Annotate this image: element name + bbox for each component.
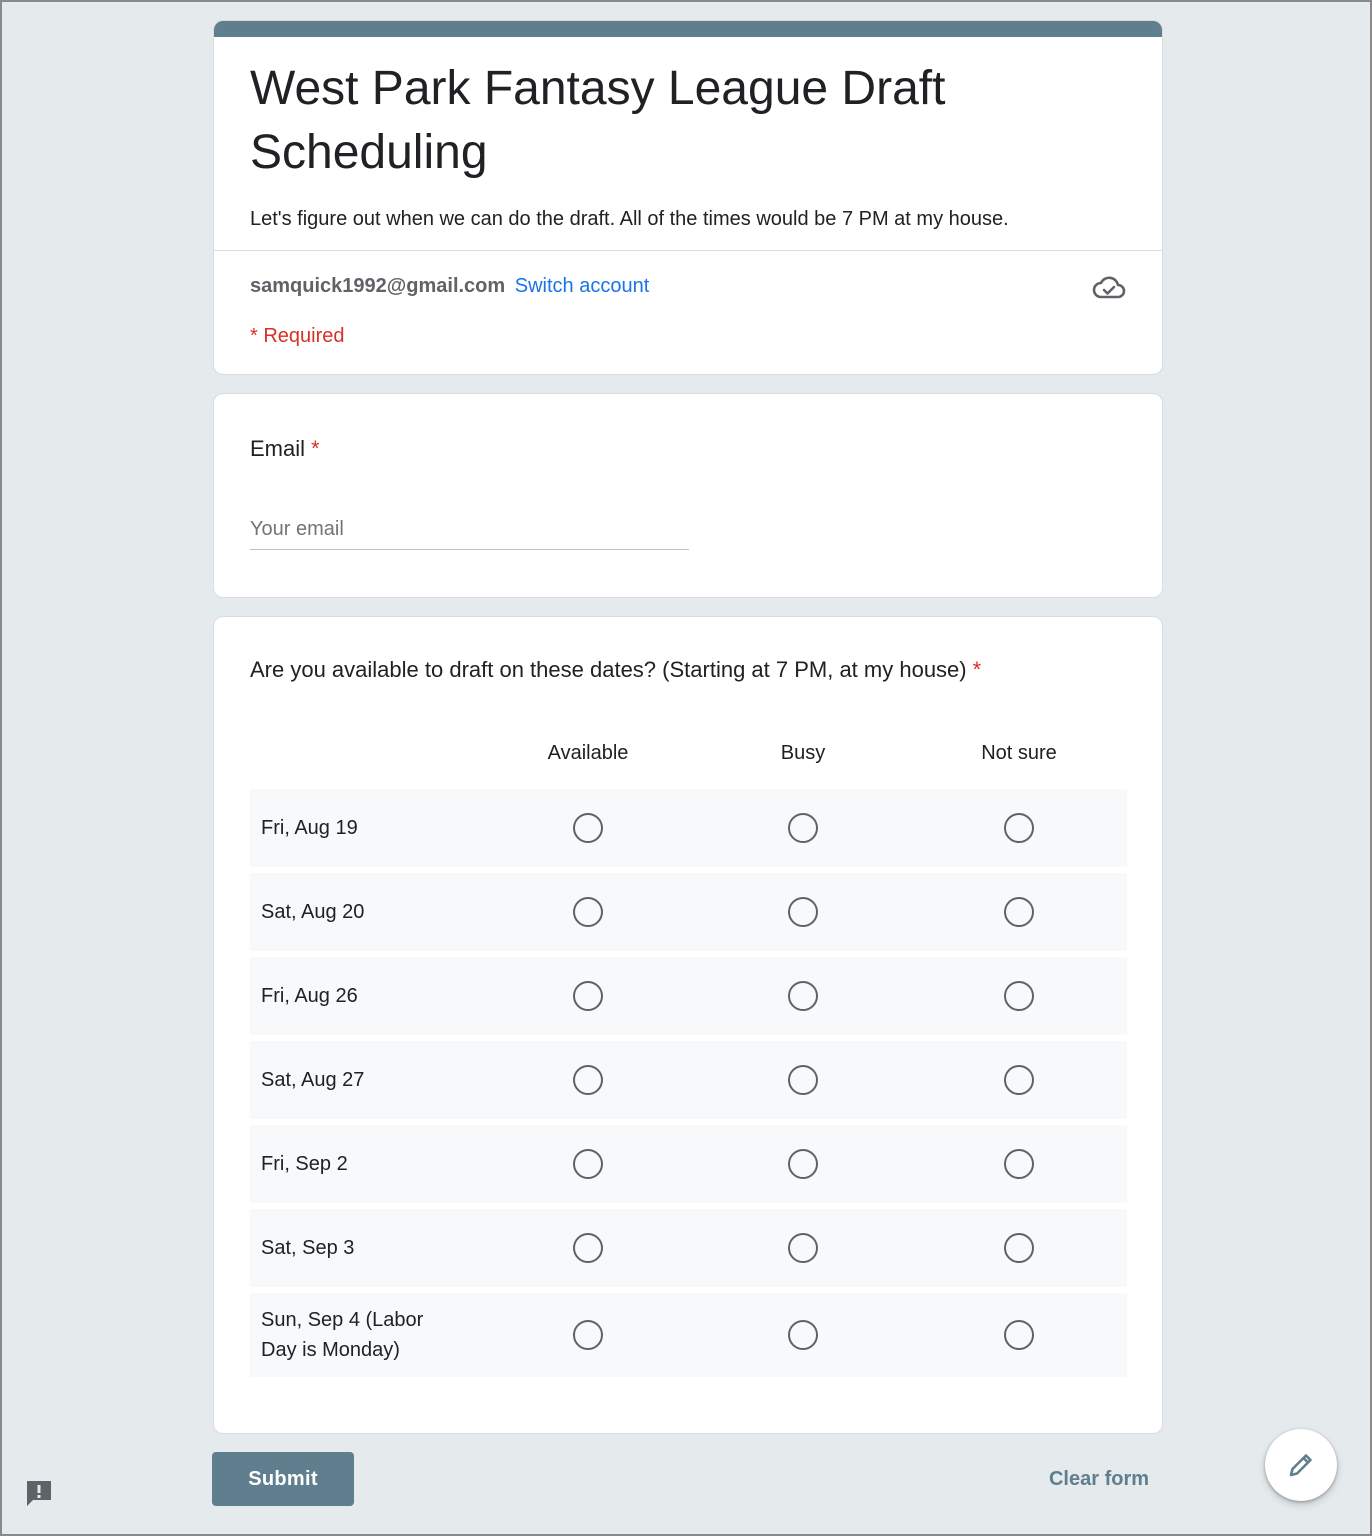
report-feedback-icon[interactable] (23, 1477, 55, 1509)
edit-form-button[interactable] (1265, 1429, 1337, 1501)
required-note: * Required (250, 325, 345, 347)
radio-not-sure[interactable] (1004, 897, 1034, 927)
radio-not-sure[interactable] (1004, 813, 1034, 843)
radio-busy[interactable] (788, 897, 818, 927)
email-question-title (250, 434, 320, 464)
form-title: West Park Fantasy League Draft Scheduling (250, 62, 946, 179)
account-row (250, 272, 649, 300)
switch-account-link[interactable]: Switch account (514, 275, 650, 297)
grid-row (250, 957, 1127, 1035)
radio-available[interactable] (573, 1233, 603, 1263)
column-header-available: Available (547, 742, 629, 764)
grid-row (250, 873, 1127, 951)
radio-available[interactable] (573, 1065, 603, 1095)
radio-busy[interactable] (788, 1149, 818, 1179)
account-email: samquick1992@gmail.com (250, 275, 506, 297)
radio-busy[interactable] (788, 1233, 818, 1263)
email-question-card (213, 393, 1163, 598)
column-header-busy: Busy (780, 742, 826, 764)
required-star: * (972, 657, 982, 682)
clear-form-button[interactable]: Clear form (1034, 1462, 1164, 1496)
row-label: Sat, Aug 27 (261, 1069, 365, 1091)
availability-question-card (213, 616, 1163, 1434)
grid-row (250, 1293, 1127, 1377)
submit-button[interactable]: Submit (212, 1452, 354, 1506)
row-label: Sun, Sep 4 (Labor Day is Monday) (261, 1309, 424, 1361)
radio-available[interactable] (573, 1320, 603, 1350)
row-label: Sat, Aug 20 (261, 901, 365, 923)
grid-row (250, 789, 1127, 867)
column-header-not-sure: Not sure (981, 742, 1057, 764)
radio-not-sure[interactable] (1004, 981, 1034, 1011)
radio-not-sure[interactable] (1004, 1233, 1034, 1263)
row-label: Fri, Aug 19 (261, 817, 358, 839)
radio-busy[interactable] (788, 813, 818, 843)
radio-available[interactable] (573, 813, 603, 843)
radio-available[interactable] (573, 981, 603, 1011)
radio-busy[interactable] (788, 981, 818, 1011)
email-input[interactable] (250, 510, 689, 550)
grid-row (250, 1209, 1127, 1287)
email-question-label: Email (250, 436, 306, 461)
radio-available[interactable] (573, 1149, 603, 1179)
theme-top-bar (214, 21, 1162, 37)
cloud-check-icon[interactable] (1092, 273, 1126, 301)
radio-available[interactable] (573, 897, 603, 927)
divider (214, 250, 1162, 251)
availability-question-title (250, 655, 981, 685)
row-label: Fri, Sep 2 (261, 1153, 348, 1175)
form-description: Let's figure out when we can do the draft. All of the times would be 7 PM at my house. (250, 208, 1009, 230)
grid-row (250, 1125, 1127, 1203)
form-header-card (213, 20, 1163, 375)
radio-busy[interactable] (788, 1320, 818, 1350)
required-star: * (311, 436, 320, 461)
radio-busy[interactable] (788, 1065, 818, 1095)
radio-not-sure[interactable] (1004, 1149, 1034, 1179)
row-label: Fri, Aug 26 (261, 985, 358, 1007)
radio-not-sure[interactable] (1004, 1065, 1034, 1095)
pencil-edit-icon (1287, 1451, 1315, 1479)
availability-question-label: Are you available to draft on these dates? (Starting at 7 PM, at my house) (250, 657, 967, 682)
radio-not-sure[interactable] (1004, 1320, 1034, 1350)
row-label: Sat, Sep 3 (261, 1237, 355, 1259)
grid-row (250, 1041, 1127, 1119)
